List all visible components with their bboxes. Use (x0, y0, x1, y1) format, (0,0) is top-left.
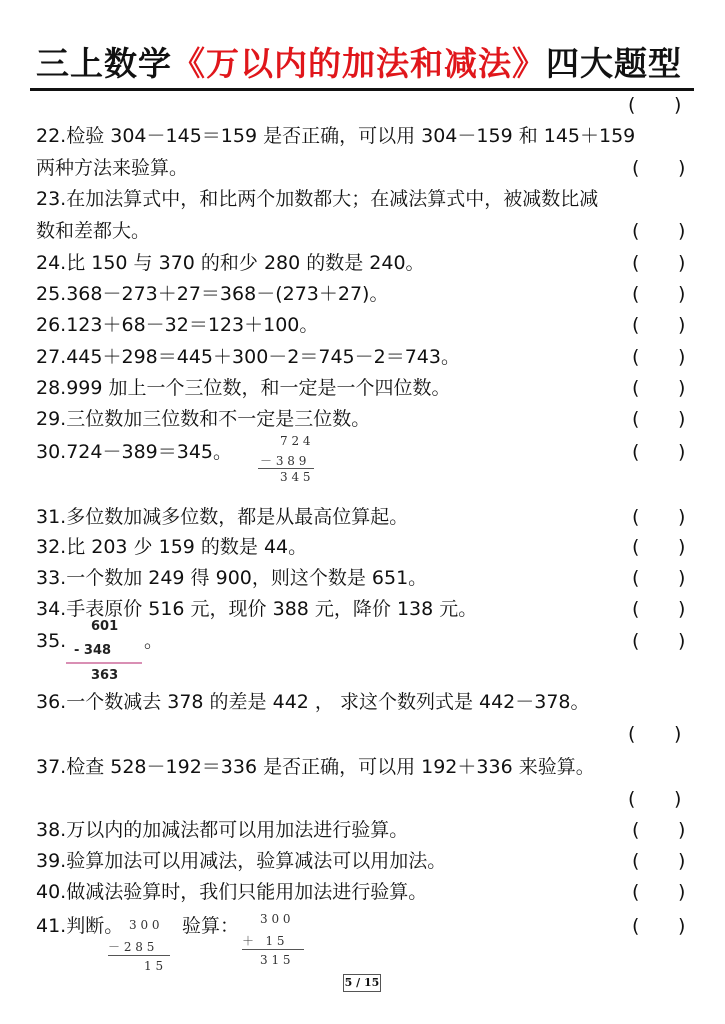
bracket-open: ( (632, 915, 640, 937)
question-22-line2: 两种方法来验算。 (36, 157, 189, 179)
bracket-open: ( (628, 723, 636, 745)
bracket-close: ) (678, 314, 686, 336)
calc-result: 1 5 (144, 959, 164, 973)
bracket-close: ) (678, 881, 686, 903)
question-33: 33.一个数加 249 得 900，则这个数是 651。 (36, 567, 428, 589)
bracket-close: ) (678, 598, 686, 620)
bracket-close: ) (678, 915, 686, 937)
bracket-open: ( (628, 94, 636, 116)
question-28: 28.999 加上一个三位数，和一定是一个四位数。 (36, 377, 451, 399)
question-29: 29.三位数加三位数和不一定是三位数。 (36, 408, 371, 430)
bracket-open: ( (632, 252, 640, 274)
question-34: 34.手表原价 516 元，现价 388 元，降价 138 元。 (36, 598, 478, 620)
question-35-period: 。 (144, 630, 164, 652)
title-underline (30, 88, 694, 91)
page-title (36, 38, 696, 85)
vertical-calc-35 (66, 617, 144, 685)
question-36: 36.一个数减去 378 的差是 442 ， 求这个数列式是 442－378。 (36, 691, 590, 713)
bracket-close: ) (678, 630, 686, 652)
title-highlight: 《万以内的加法和减法》 (172, 44, 546, 83)
bracket-close: ) (678, 377, 686, 399)
bracket-close: ) (678, 346, 686, 368)
bracket-open: ( (632, 567, 640, 589)
calc-top: 7 2 4 (280, 434, 311, 448)
bracket-close: ) (678, 252, 686, 274)
bracket-open: ( (628, 788, 636, 810)
question-23-line1: 23.在加法算式中，和比两个加数都大；在减法算式中，被减数比减 (36, 188, 599, 210)
calc-mid: － 3 8 9 (260, 454, 307, 468)
question-27: 27.445＋298＝445＋300－2＝745－2＝743。 (36, 346, 460, 368)
bracket-close: ) (678, 283, 686, 305)
title-prefix: 三上数学 (36, 44, 172, 83)
question-24: 24.比 150 与 370 的和少 280 的数是 240。 (36, 252, 425, 274)
bracket-open: ( (632, 441, 640, 463)
vertical-calc-41-subtraction (106, 914, 176, 974)
bracket-open: ( (632, 850, 640, 872)
question-26: 26.123＋68－32＝123＋100。 (36, 314, 319, 336)
calc-mid: - 348 (74, 643, 112, 658)
bracket-open: ( (632, 506, 640, 528)
question-41: 41.判断。 (36, 915, 124, 937)
calc-result: 363 (91, 668, 119, 683)
bracket-open: ( (632, 819, 640, 841)
calc-result: 3 1 5 (260, 953, 291, 967)
bracket-open: ( (632, 314, 640, 336)
bracket-open: ( (632, 157, 640, 179)
calc-rule (258, 468, 314, 469)
page-number: 5 / 15 (343, 974, 381, 992)
question-23-line2: 数和差都大。 (36, 220, 151, 242)
bracket-close: ) (678, 536, 686, 558)
bracket-close: ) (678, 850, 686, 872)
question-35: 35. (36, 630, 67, 652)
calc-mid: － 2 8 5 (108, 940, 155, 954)
calc-result: 3 4 5 (280, 470, 311, 484)
question-41-check-label: 验算： (182, 915, 240, 937)
bracket-open: ( (632, 377, 640, 399)
bracket-open: ( (632, 598, 640, 620)
bracket-close: ) (674, 788, 682, 810)
bracket-open: ( (632, 630, 640, 652)
question-25: 25.368－273＋27＝368－(273＋27)。 (36, 283, 389, 305)
question-32: 32.比 203 少 159 的数是 44。 (36, 536, 308, 558)
question-37: 37.检查 528－192＝336 是否正确，可以用 192＋336 来验算。 (36, 756, 595, 778)
bracket-open: ( (632, 220, 640, 242)
bracket-open: ( (632, 283, 640, 305)
calc-rule (108, 955, 170, 956)
bracket-open: ( (632, 536, 640, 558)
bracket-close: ) (678, 819, 686, 841)
title-suffix: 四大题型 (546, 44, 682, 83)
bracket-close: ) (678, 220, 686, 242)
calc-top: 3 0 0 (129, 918, 160, 932)
bracket-close: ) (678, 408, 686, 430)
calc-mid: ＋ 1 5 (242, 934, 285, 948)
bracket-close: ) (678, 441, 686, 463)
calc-top: 601 (91, 619, 119, 634)
bracket-close: ) (674, 94, 682, 116)
question-38: 38.万以内的加减法都可以用加法进行验算。 (36, 819, 409, 841)
question-22-line1: 22.检验 304－145＝159 是否正确，可以用 304－159 和 145＋159 (36, 125, 636, 147)
bracket-open: ( (632, 346, 640, 368)
question-30: 30.724－389＝345。 (36, 441, 233, 463)
calc-rule (66, 662, 142, 664)
bracket-open: ( (632, 408, 640, 430)
calc-rule (242, 949, 304, 950)
bracket-open: ( (632, 881, 640, 903)
question-40: 40.做减法验算时，我们只能用加法进行验算。 (36, 881, 428, 903)
calc-top: 3 0 0 (260, 912, 291, 926)
vertical-calc-30 (256, 430, 320, 486)
bracket-close: ) (674, 723, 682, 745)
bracket-close: ) (678, 567, 686, 589)
question-31: 31.多位数加减多位数，都是从最高位算起。 (36, 506, 409, 528)
vertical-calc-41-addition (240, 908, 310, 968)
question-39: 39.验算加法可以用减法，验算减法可以用加法。 (36, 850, 447, 872)
bracket-close: ) (678, 157, 686, 179)
bracket-close: ) (678, 506, 686, 528)
